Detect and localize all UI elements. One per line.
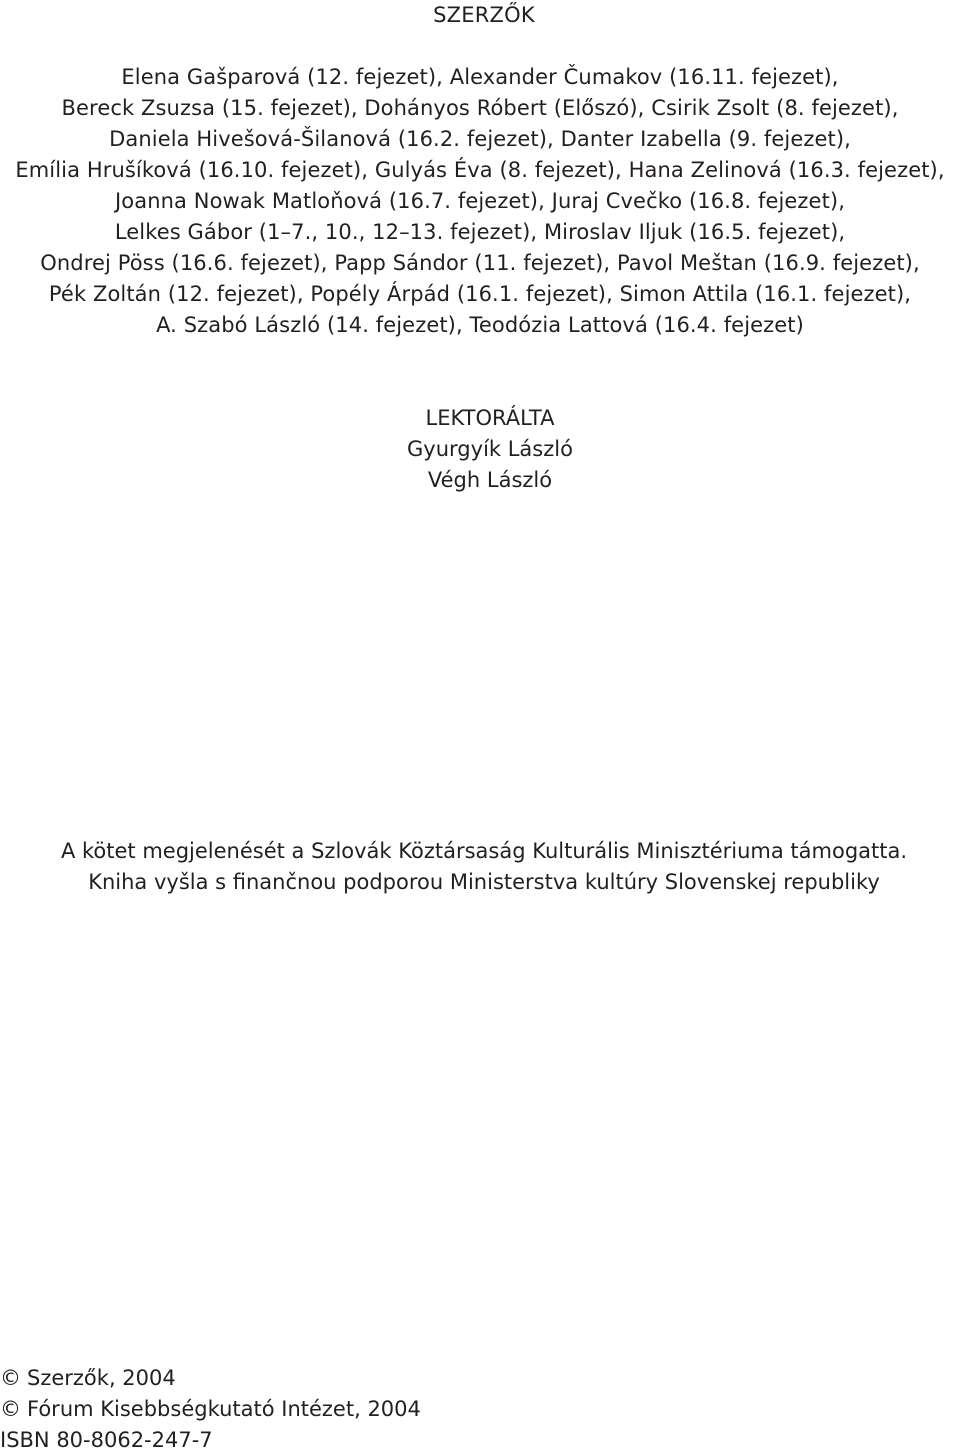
support-statement [0, 836, 960, 898]
authors-line: Bereck Zsuzsa (15. fejezet), Dohányos Róbert (Előszó), Csirik Zsolt (8. fejezet), [61, 96, 899, 120]
authors-list [0, 62, 960, 341]
copyright-line [0, 1363, 421, 1394]
copyright-line [0, 1394, 421, 1425]
imprint [0, 1363, 421, 1456]
authors-line: Elena Gašparová (12. fejezet), Alexander Čumakov (16.11. fejezet), [121, 65, 839, 89]
authors-line: Ondrej Pöss (16.6. fejezet), Papp Sándor (11. fejezet), Pavol Meštan (16.9. fejezet), [40, 251, 920, 275]
authors-line: Lelkes Gábor (1–7., 10., 12–13. fejezet), Miroslav Iljuk (16.5. fejezet), [114, 220, 846, 244]
isbn: ISBN 80-8062-247-7 [0, 1428, 213, 1452]
authors-heading: SZERZŐK [433, 3, 535, 27]
support-line-hungarian: A kötet megjelenését a Szlovák Köztársaság Kulturális Minisztériuma támogatta. [60, 839, 908, 863]
copyright-text: Szerzők, 2004 [27, 1366, 176, 1390]
support-line-slovak: Kniha vyšla s finančnou podporou Ministerstva kultúry Slovenskej republiky [88, 870, 880, 894]
reviewers-heading: LEKTORÁLTA [425, 406, 555, 430]
copyright-icon: © [0, 1397, 21, 1421]
authors-line: Emília Hrušíková (16.10. fejezet), Gulyás Éva (8. fejezet), Hana Zelinová (16.3. fejezet), [15, 158, 945, 182]
authors-line: A. Szabó László (14. fejezet), Teodózia Lattová (16.4. fejezet) [156, 313, 804, 337]
authors-line: Joanna Nowak Matloňová (16.7. fejezet), Juraj Cvečko (16.8. fejezet), [115, 189, 845, 213]
reviewer-name: Végh László [427, 468, 553, 492]
copyright-text: Fórum Kisebbségkutató Intézet, 2004 [27, 1397, 421, 1421]
authors-line: Daniela Hivešová-Šilanová (16.2. fejezet), Danter Izabella (9. fejezet), [109, 127, 851, 151]
copyright-icon: © [0, 1366, 21, 1390]
authors-line: Pék Zoltán (12. fejezet), Popély Árpád (16.1. fejezet), Simon Attila (16.1. fejezet), [48, 282, 912, 306]
reviewer-name: Gyurgyík László [407, 437, 573, 461]
reviewers-section [0, 403, 960, 496]
